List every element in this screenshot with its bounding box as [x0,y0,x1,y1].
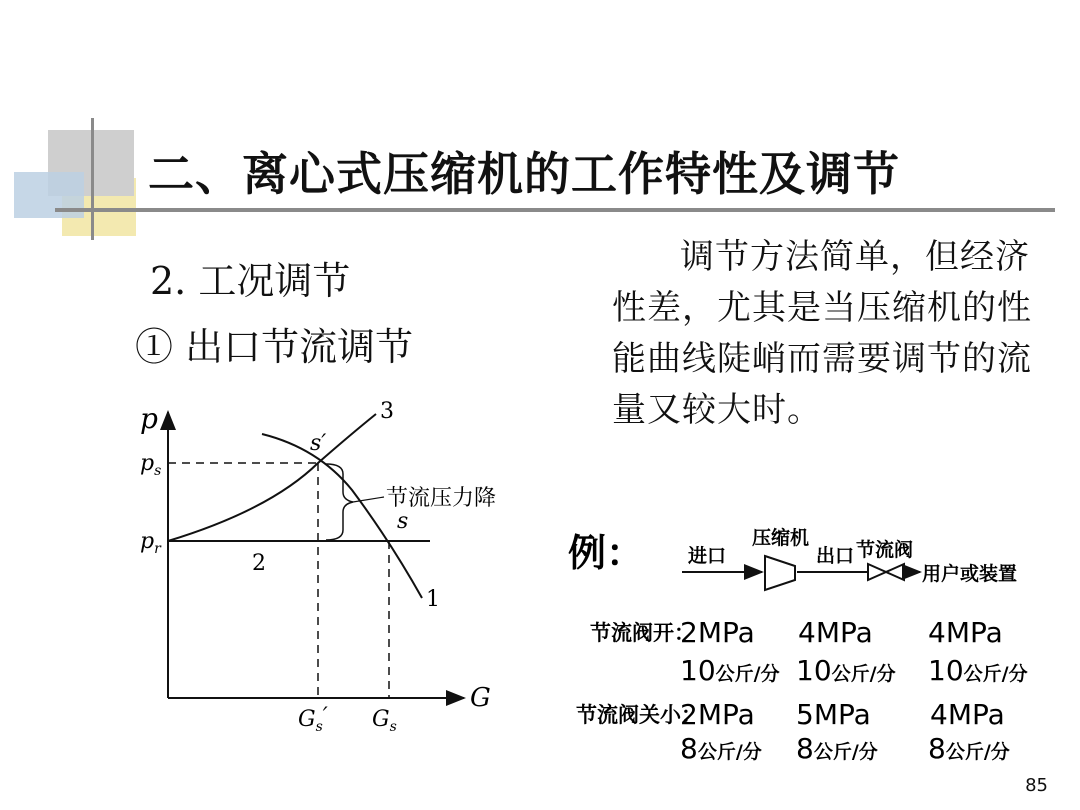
row-open-flow-2: 10公斤/分 [796,654,896,687]
row-close-pressure-1: 2MPa [680,698,755,731]
compressor-label: 压缩机 [752,527,810,549]
valve-symbol [868,564,904,580]
description-text: 调节方法简单，但经济性差，尤其是当压缩机的性能曲线陡峭而需要调节的流量又较大时。 [612,237,1032,430]
point-s-label: s [397,509,409,534]
row-open-pressure-3: 4MPa [928,616,1003,649]
pr-label: $p_r$ [140,529,161,557]
curve-2-label: 2 [252,551,266,576]
row-close-header: 节流阀关小： [576,702,702,727]
row-close-flow-2: 8公斤/分 [796,732,878,765]
curve-1-label: 1 [426,587,440,612]
outlet-label: 出口 [816,545,855,567]
gs-label: $G_s$ [372,707,397,735]
row-open-pressure-2: 4MPa [798,616,873,649]
row-close-flow-3: 8公斤/分 [928,732,1010,765]
row-open-pressure-1: 2MPa [680,616,755,649]
row-close-flow-1: 8公斤/分 [680,732,762,765]
user-label: 用户或装置 [922,563,1018,585]
row-open-flow-1: 10公斤/分 [680,654,780,687]
section-heading: 2. 工况调节 [150,259,351,303]
compressor-symbol [765,556,795,590]
row-open-flow-3: 10公斤/分 [928,654,1028,687]
throttled-pipe-curve-3 [168,414,376,541]
brace-label: 节流压力降 [386,486,497,511]
valve-label: 节流阀 [856,539,914,561]
slide-title: 二、离心式压缩机的工作特性及调节 [148,147,900,201]
row-close-pressure-3: 4MPa [930,698,1005,731]
subsection-heading: ① 出口节流调节 [135,325,414,369]
gs-prime-label: $G_s'$ [298,704,328,735]
example-flow [568,526,1017,590]
curve-3-label: 3 [380,399,394,424]
point-s-prime-label: s′ [310,431,327,456]
y-axis-label: p [140,402,158,435]
example-label: 例： [568,530,645,575]
row-close-pressure-2: 5MPa [796,698,871,731]
page-number: 85 [1025,775,1048,796]
x-axis-label: G [470,683,491,713]
row-open-header: 节流阀开： [590,620,695,645]
performance-diagram [140,399,496,735]
inlet-label: 进口 [688,545,727,567]
example-table [576,616,1028,765]
ps-label: $p_s$ [140,451,162,479]
